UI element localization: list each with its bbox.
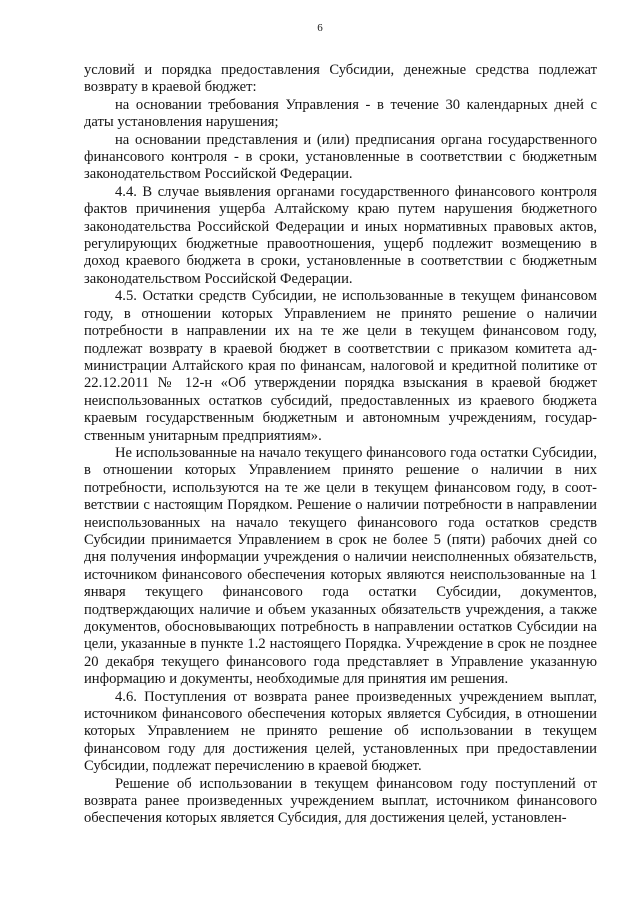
paragraph-requirement-basis: на основании требования Управления - в течение 30 календарных дней с даты установления нарушения;: [84, 96, 597, 131]
paragraph-conditions-continuation: условий и порядка предоставления Субсидии, денежные средства подлежат возврату в краевой бюджет:: [84, 62, 597, 96]
paragraph-submission-basis: на основании представления и (или) предписания органа государственного финансового контроля - в сроки, установленные в соответствии с бюджетным законодательством Российской Федерации.: [84, 131, 597, 183]
paragraph-use-decision: Решение об использовании в текущем финансовом году поступлений от возврата ранее произведенных учреждением выплат, источником финансового обеспечения которых является Субсидия, для достижения целей, установлен-: [84, 775, 597, 827]
paragraph-unused-balances: Не использованные на начало текущего финансового года остатки Субсидии, в отношении которых Управлением принято решение о наличии в них потребности, используются на те же цели в текущем финансовом году, в соответствии с настоящим Порядком. Решение о наличии потребности в направлении неиспользованных на начало текущего финансового года остатков средств Субсидии принимается Управлением в срок не более 5 (пяти) рабочих дней со дня получения информации учреждения о наличии неисполненных обязательств, источником финансового обеспечения которых являются неиспользованные на 1 января текущего финансового года остатки Субсидии, документов, подтверждающих наличие и объем указанных обязательств учреждения, а также документов, обосновывающих потребность в направлении остатков Субсидии на цели, указанные в пункте 1.2 настоящего Порядка. Учреждение в срок не позднее 20 декабря текущего финансового года представляет в Управление указанную информацию и документы, необходимые для принятия им решения.: [84, 444, 597, 688]
paragraph-section-4-4: 4.4. В случае выявления органами государственного финансового контроля фактов причинения ущерба Алтайскому краю путем нарушения бюджетного законодательства Российской Федерации и иных нормативных правовых актов, регулирующих бюджетные правоотношения, ущерб подлежит возмещению в доход краевого бюджета в сроки, установленные в соответствии с бюджетным законодательством Российской Федерации.: [84, 183, 597, 287]
page-number: 6: [317, 22, 323, 34]
paragraph-section-4-6: 4.6. Поступления от возврата ранее произведенных учреждением выплат, источником финансового обеспечения которых является Субсидия, в отношении которых Управлением не принято решение об использовании в текущем финансовом году для достижения целей, установленных при предоставлении Субсидии, подлежат перечислению в краевой бюджет.: [84, 688, 597, 775]
document-body: [84, 62, 597, 828]
paragraph-section-4-5: 4.5. Остатки средств Субсидии, не использованные в текущем финансовом году, в отношении которых Управлением не принято решение о наличии потребности в направлении их на те же цели в текущем финансовом году, подлежат возврату в краевой бюджет в соответствии с приказом комитета администрации Алтайского края по финансам, налоговой и кредитной политике от 22.12.2011 № 12-н «Об утверждении порядка взыскания в краевой бюджет неиспользованных остатков субсидий, предоставленных из краевого бюджета краевым государственным бюджетным и автономным учреждениям, государственным унитарным предприятиям».: [84, 288, 597, 444]
